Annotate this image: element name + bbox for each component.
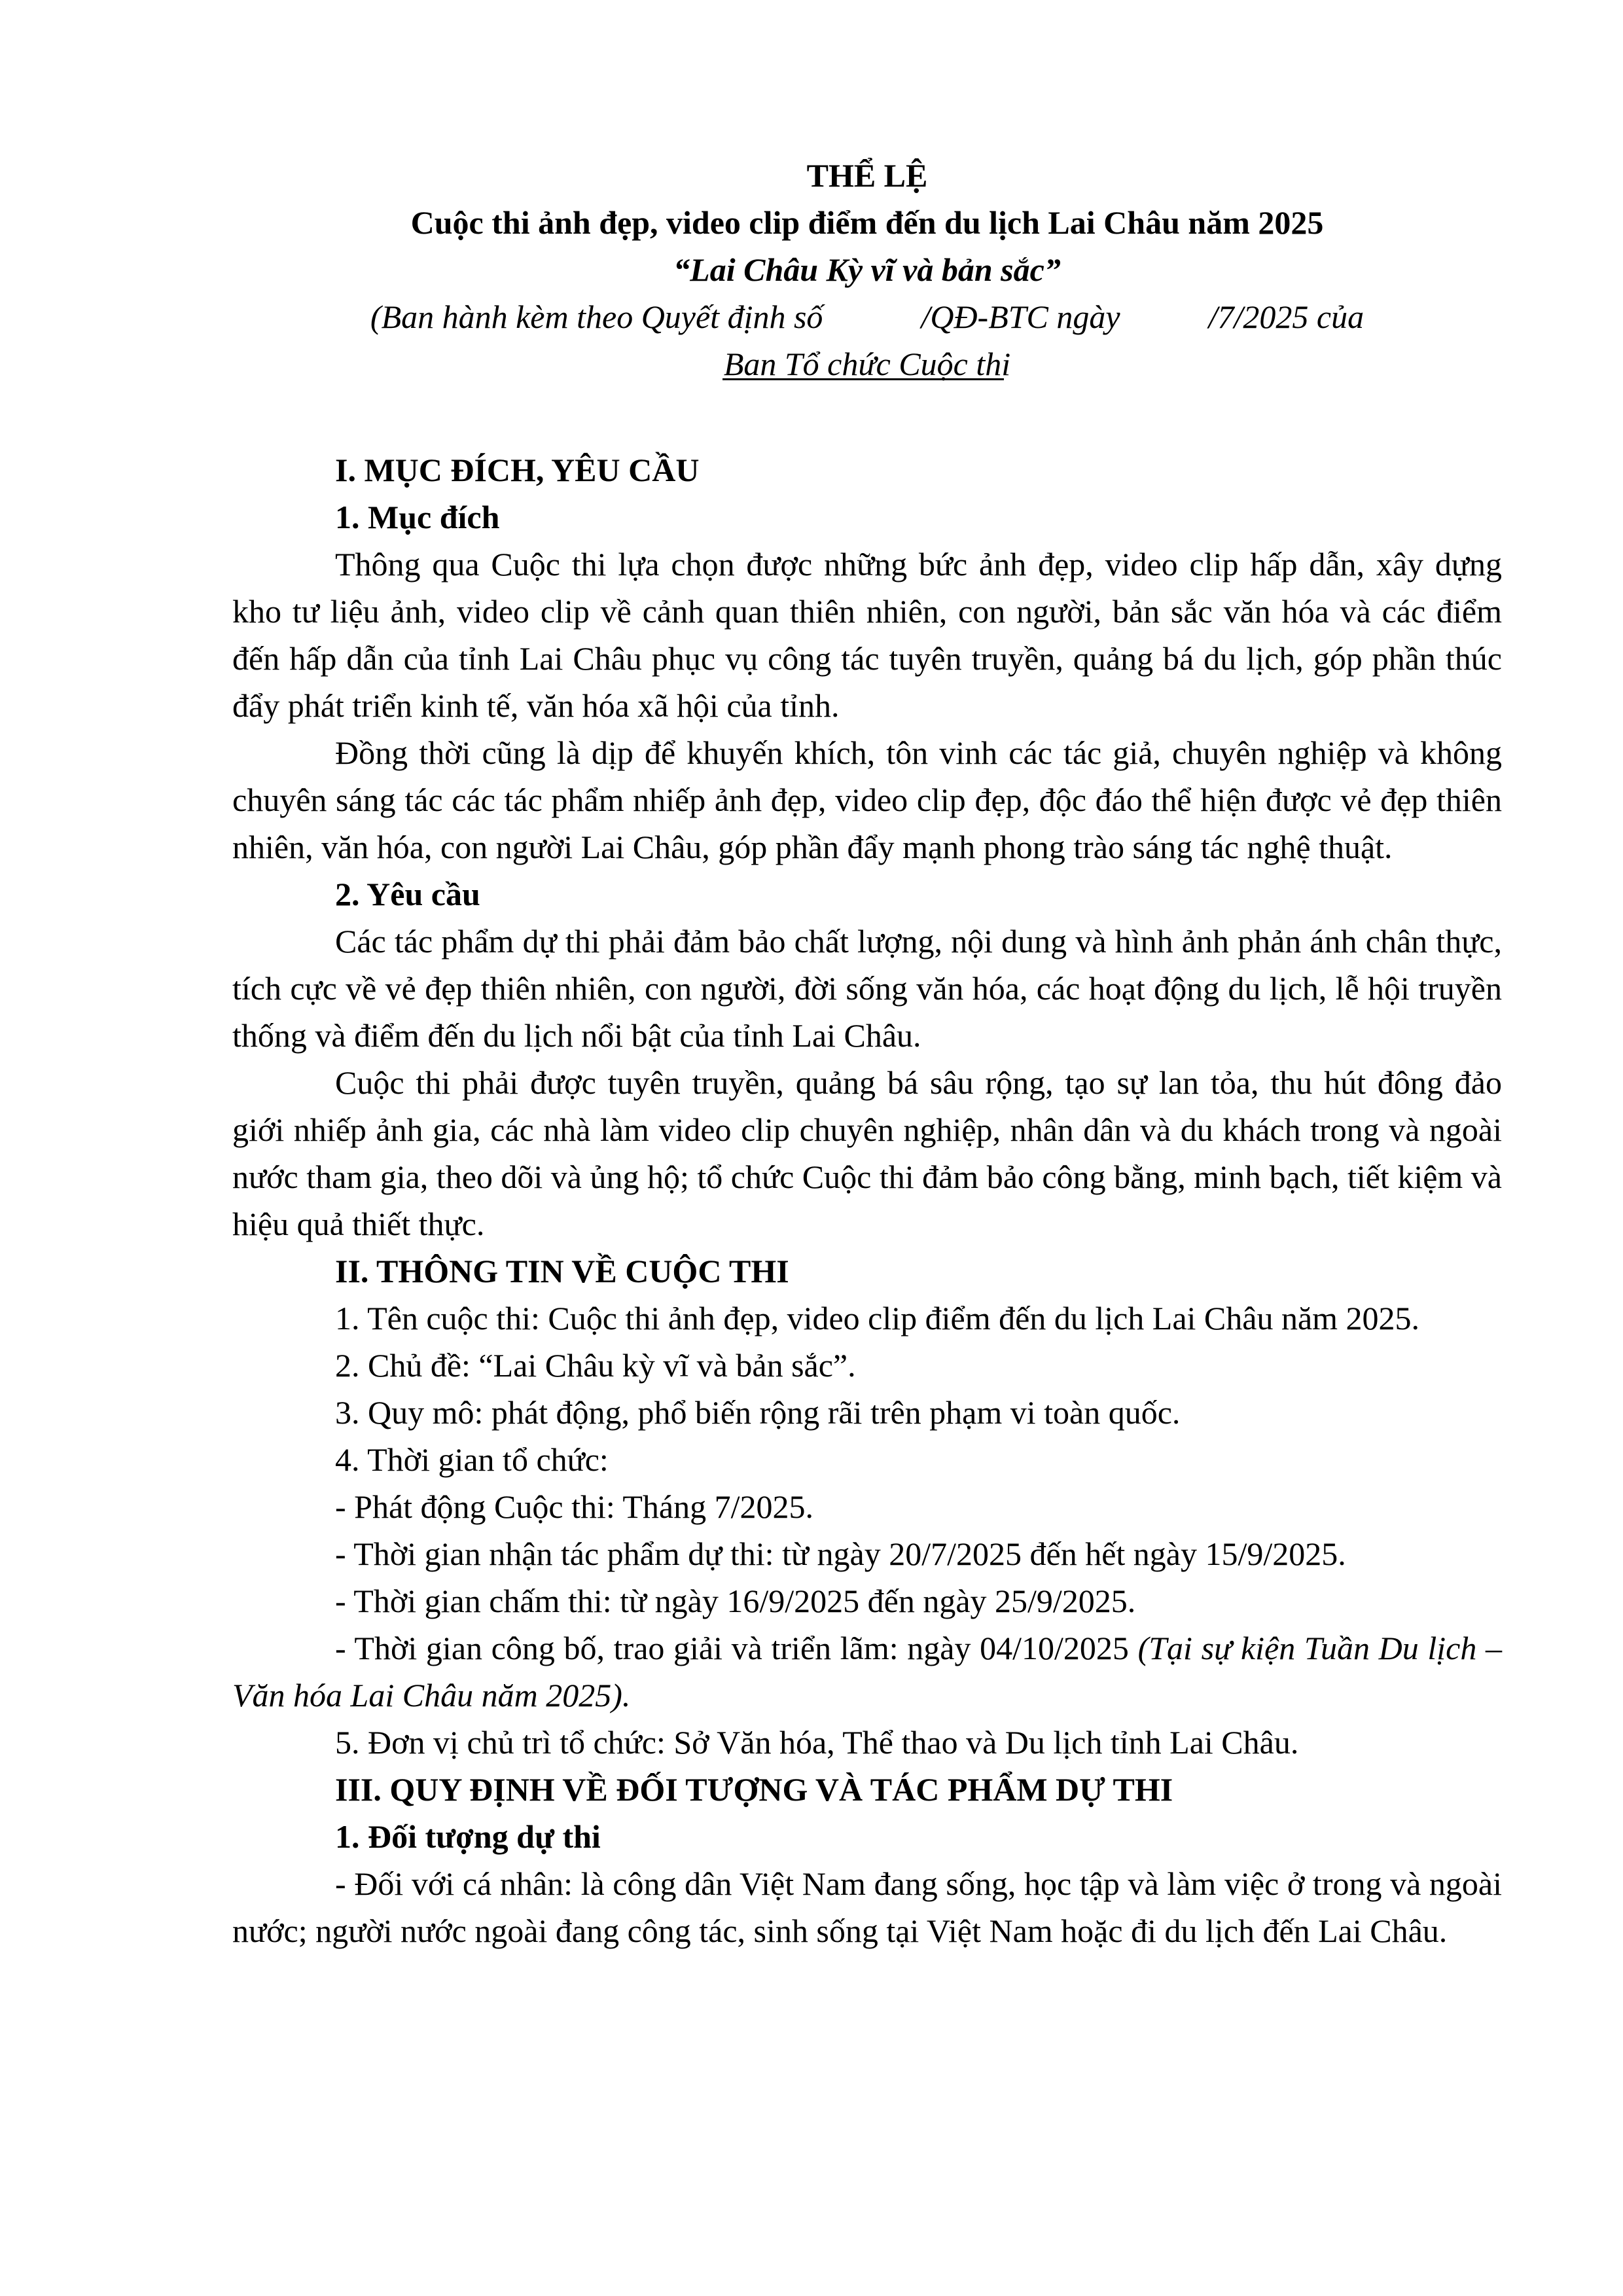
subsection-heading: 2. Yêu cầu bbox=[335, 876, 480, 912]
paragraph: 2. Chủ đề: “Lai Châu kỳ vĩ và bản sắc”. bbox=[335, 1347, 856, 1384]
list-item: - Thời gian chấm thi: từ ngày 16/9/2025 đến ngày 25/9/2025. bbox=[335, 1583, 1136, 1619]
paragraph: Cuộc thi phải được tuyên truyền, quảng bá sâu rộng, tạo sự lan tỏa, thu hút đông đảo giới nhiếp ảnh gia, các nhà làm video clip chuyên nghiệp, nhân dân và du khách trong và ngoài nước tham gia, theo dõi và ủng hộ; tổ chức Cuộc thi đảm bảo công bằng, minh bạch, tiết kiệm và hiệu quả thiết thực. bbox=[232, 1064, 1502, 1242]
contest-name: Cuộc thi ảnh đẹp, video clip điểm đến du lịch Lai Châu năm 2025 bbox=[410, 204, 1324, 241]
document-body bbox=[232, 446, 1502, 1954]
decree-line-2: Ban Tổ chức Cuộc thi bbox=[723, 346, 1011, 382]
paragraph: 4. Thời gian tổ chức: bbox=[335, 1441, 609, 1478]
paragraph: Các tác phẩm dự thi phải đảm bảo chất lượng, nội dung và hình ảnh phản ánh chân thực, tích cực về vẻ đẹp thiên nhiên, con người, đời sống văn hóa, các hoạt động du lịch, lễ hội truyền thống và điểm đến du lịch nổi bật của tỉnh Lai Châu. bbox=[232, 923, 1502, 1054]
award-time-text: - Thời gian công bố, trao giải và triển lãm: ngày 04/10/2025 bbox=[335, 1630, 1138, 1666]
subsection-heading: 1. Đối tượng dự thi bbox=[335, 1818, 601, 1855]
paragraph: 5. Đơn vị chủ trì tổ chức: Sở Văn hóa, Thể thao và Du lịch tỉnh Lai Châu. bbox=[335, 1724, 1299, 1761]
document-header bbox=[232, 152, 1502, 387]
decree-line-1 bbox=[232, 293, 1502, 340]
paragraph: 3. Quy mô: phát động, phổ biến rộng rãi trên phạm vi toàn quốc. bbox=[335, 1394, 1181, 1431]
subsection-heading: 1. Mục đích bbox=[335, 499, 500, 535]
document-title: THỂ LỆ bbox=[806, 157, 928, 194]
decree-text-1: (Ban hành kèm theo Quyết định số bbox=[370, 298, 823, 335]
section-heading: I. MỤC ĐÍCH, YÊU CẦU bbox=[335, 452, 700, 488]
decree-text-2: /QĐ-BTC ngày bbox=[921, 298, 1120, 335]
contest-theme: “Lai Châu Kỳ vĩ và bản sắc” bbox=[673, 251, 1061, 288]
header-divider bbox=[722, 378, 1004, 380]
list-item: - Phát động Cuộc thi: Tháng 7/2025. bbox=[335, 1488, 813, 1525]
list-item: - Thời gian nhận tác phẩm dự thi: từ ngày 20/7/2025 đến hết ngày 15/9/2025. bbox=[335, 1535, 1346, 1572]
section-heading: II. THÔNG TIN VỀ CUỘC THI bbox=[335, 1253, 789, 1289]
paragraph: - Đối với cá nhân: là công dân Việt Nam đang sống, học tập và làm việc ở trong và ngoài nước; người nước ngoài đang công tác, sinh sống tại Việt Nam hoặc đi du lịch đến Lai Châu. bbox=[232, 1865, 1502, 1949]
paragraph: Thông qua Cuộc thi lựa chọn được những bức ảnh đẹp, video clip hấp dẫn, xây dựng kho tư liệu ảnh, video clip về cảnh quan thiên nhiên, con người, bản sắc văn hóa và các điểm đến hấp dẫn của tỉnh Lai Châu phục vụ công tác tuyên truyền, quảng bá du lịch, góp phần thúc đẩy phát triển kinh tế, văn hóa xã hội của tỉnh. bbox=[232, 546, 1502, 724]
section-heading: III. QUY ĐỊNH VỀ ĐỐI TƯỢNG VÀ TÁC PHẨM DỰ THI bbox=[335, 1771, 1173, 1808]
paragraph: Đồng thời cũng là dịp để khuyến khích, tôn vinh các tác giả, chuyên nghiệp và không chuyên sáng tác các tác phẩm nhiếp ảnh đẹp, video clip đẹp, độc đáo thể hiện được vẻ đẹp thiên nhiên, văn hóa, con người Lai Châu, góp phần đẩy mạnh phong trào sáng tác nghệ thuật. bbox=[232, 734, 1502, 865]
list-item bbox=[232, 1624, 1502, 1719]
decree-text-3: /7/2025 của bbox=[1208, 298, 1364, 335]
award-time-note: (Tại sự kiện Tuần Du lịch – Văn hóa Lai Châu năm 2025). bbox=[232, 1630, 1502, 1713]
paragraph: 1. Tên cuộc thi: Cuộc thi ảnh đẹp, video clip điểm đến du lịch Lai Châu năm 2025. bbox=[335, 1300, 1420, 1336]
